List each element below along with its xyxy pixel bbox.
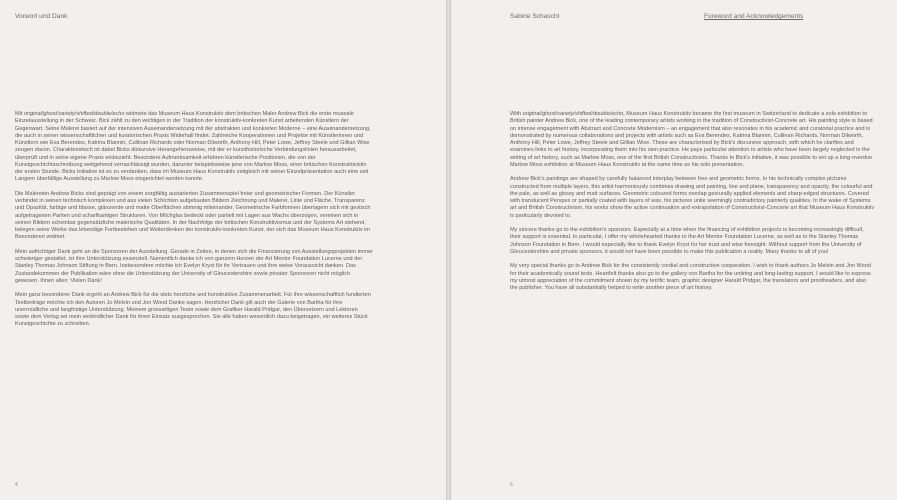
paragraph-lead: With xyxy=(510,111,523,117)
running-head-left: Vorwort und Dank xyxy=(15,13,68,20)
work-title: original/ghost/variety/shifted/double/echo xyxy=(522,111,624,117)
paragraph: Mein aufrichtiger Dank geht an die Sponsoren der Ausstellung. Gerade in Zeiten, in denen sich die Finanzierung von Ausstellungsprojekten immer schwieriger gestaltet, ist ihre Unterstützung essenziell. Namentlich danke ich von ganzem Herzen der Art Mentor Foundation Lucerne und der Stanley Thomas Johnson Stiftung in Bern. Insbesondere möchte ich Evelyn Kryst für ihr Vertrauen und ihre weise Voraussicht danken. Das Zustandekommen der Publikation wäre ohne die Unterstützung der University of Gloucestershire sowie privater Sponsoren nicht möglich gewesen. Ihnen allen: Vielen Dank! xyxy=(15,248,373,284)
paragraph: Mein ganz besonderer Dank ergeht an Andrew Bick für die stets herzliche und konstruktive Zusammenarbeit. Für ihre wissenschaftlich fundierten Textbeiträge möchte ich den Autoren Jo Melvin und Jon Wood Danke sagen. Herzlicher Dank gilt auch der Galerie von Bartha für ihre unermüdliche und langfristige Unterstützung. Meinem grossartigen Team sowie dem Grafiker Harald Pridgar, den Übersetzern und Lektoren sowie dem Verlag sei mein verbindlicher Dank für ihren Einsatz ausgesprochen. Sie alle haben wesentlich dazu beigetragen, ein weiteres Stück Kunstgeschichte zu schreiben. xyxy=(15,292,371,328)
work-title: original/ghost/variety/shifted/double/echo xyxy=(23,111,125,117)
german-body-text xyxy=(15,111,373,336)
paragraph-lead: Mit xyxy=(15,111,24,117)
paragraph: Die Malereien Andrew Bicks sind geprägt von einem sorgfältig austarierten Zusammenspiel freier und geometrischer Formen. Der Künstler verbindet in seinen technisch komplexen und aus vielen Schichten aufgebauten Bildern Zeichnung und Malerei, Linie und Fläche, Transparenz und Opazität, farbige und blasse, glänzende und matte Oberflächen stimmig miteinander. Geometrische Farbformen überlagern sich mit gestisch aufgetragenen Partien und scharfkantigen Strukturen. Von Milchglas bedeckt oder partiell mit Lagen aus Wachs überzogen, vereinen sich in seinen Bildern scheinbar gegensätzliche malerische Qualitäten. In der Nachfolge der britischen Konstruktivismus und der Systems Art stehend, belegen seine Werke das lebendige Fortbestehen und Weiterdenken der konstruktiv-konkreten Kunst, der sich das Museum Haus Konstruktiv im Besonderen widmet. xyxy=(15,190,371,241)
paragraph: My sincere thanks go to the exhibition's sponsors. Especially at a time when the financing of exhibition projects is becoming increasingly difficult, their support is essential. In particular, I offer my wholehearted thanks to the Art Mentor Foundation Lucerne, as well as to the Stanley Thomas Johnson Foundation in Bern. I would especially like to thank Evelyn Kryst for her trust and wise foresight. Without support from the University of Gloucestershire and private sponsors, it would not have been possible to make this publication a reality. Many thanks to all of you! xyxy=(510,227,864,255)
paragraph-rest: , Museum Haus Konstruktiv became the first museum in Switzerland to dedicate a solo exhibition to British painter Andrew Bick, one of the leading contemporary artists working in the tradition of Constructivist-Concrete art. His painting style is based on intense engagement with Abstract and Concrete Modernism – an engagement that also resonates in his academic and curatorial practice and is demonstrated by numerous collaborations and projects with artists such as Eva Berendes, Katrina Blannin, Cullinan Richards, Norman Dilworth, Anthony Hill, Peter Lowe, Jeffrey Steele and Gillian Wise. These are characterised by Bick's discursive approach, with which he clarifies and examines links to art history, incorporating them into his own practice. He pays particular attention to artists who have been largely neglected in the writing of art history, such as Marlow Moss, one of the first British Constructivists. Thanks to Bick's initiative, it was possible to set up a long-overdue Marlow Moss exhibition at Museum Haus Konstruktiv at the same time as his solo presentation. xyxy=(510,111,873,168)
page-number-left: 4 xyxy=(15,482,18,488)
left-page xyxy=(0,0,446,500)
paragraph-rest: widmete das Museum Haus Konstruktiv dem britischen Maler Andrew Bick die erste museale Einzelausstellung in der Schweiz. Bick zählt zu den wichtigen in der Tradition der konstruktiv-konkreten Kunst arbeitenden Künstlern der Gegenwart. Seine Malerei basiert auf der intensiven Auseinandersetzung mit der abstrakten und konkreten Moderne – eine Auseinandersetzung, die auch in seiner wissenschaftlichen und kuratorischen Praxis Widerhall findet. Zahlreiche Kooperationen und Projekte mit Künstlerinnen und Künstlern wie Eva Berendes, Katrina Blannin, Cullinan Richards oder Norman Dilworth, Anthony Hill, Peter Lowe, Jeffrey Steele und Gillian Wise zeugen davon. Charakteristisch ist dabei Bicks diskursive Herangehensweise, mit der er kunsthistorische Verbindungslinien herausarbeitet, überprüft und in seine eigene Praxis einbezieht. Besondere Aufmerksamkeit erfahren künstlerische Positionen, die von der Kunstgeschichtsschreibung weitgehend vernachlässigt wurden, darunter beispielsweise jene von Marlow Moss, einer britischen Konstruktivistin der ersten Stunde. Bicks Initiative ist es zu verdanken, dass im Museum Haus Konstruktiv zeitgleich mit seiner Einzelpräsentation auch eine seit Langem überfällige Ausstellung zu Marlow Moss eingerichtet werden konnte. xyxy=(15,111,371,183)
paragraph: My very special thanks go to Andrew Bick for the consistently cordial and constructive cooperation. I wish to thank authors Jo Melvin and Jon Wood for their academically sound texts. Heartfelt thanks also go to the gallery von Bartha for the untiring and long-lasting support. I would like to express my utmost appreciation of the commitment shown by my terrific team, graphic designer Harald Pridgar, the translators and proofreaders, and also the publisher. You have all substantially helped to write another piece of art history. xyxy=(510,263,871,291)
page-number-right: 5 xyxy=(510,482,513,488)
running-head-right: Foreword and Acknowledgements xyxy=(704,13,804,20)
paragraph: Andrew Bick's paintings are shaped by carefully balanced interplay between free and geometric forms. In his technically complex pictures constructed from multiple layers, this artist harmoniously combines drawing and painting, line and plane, transparency and opacity, the colourful and the pale, as well as glossy and matt surfaces. Geometric coloured forms overlap gesturally applied elements and sharp-edged structures. Covered with translucent Perspex or partially coated with layers of wax, his pictures unite seemingly contradictory painterly qualities. In the wake of Systems art and British Constructivism, his works show the active continuation and extrapolation of Constructivist-Concrete art that Museum Haus Konstruktiv is particularly devoted to. xyxy=(510,176,875,219)
right-page xyxy=(451,0,897,500)
paragraph xyxy=(510,111,875,169)
author-name: Sabine Schaschl xyxy=(510,13,560,20)
english-body-text xyxy=(510,111,875,300)
paragraph xyxy=(15,111,373,184)
